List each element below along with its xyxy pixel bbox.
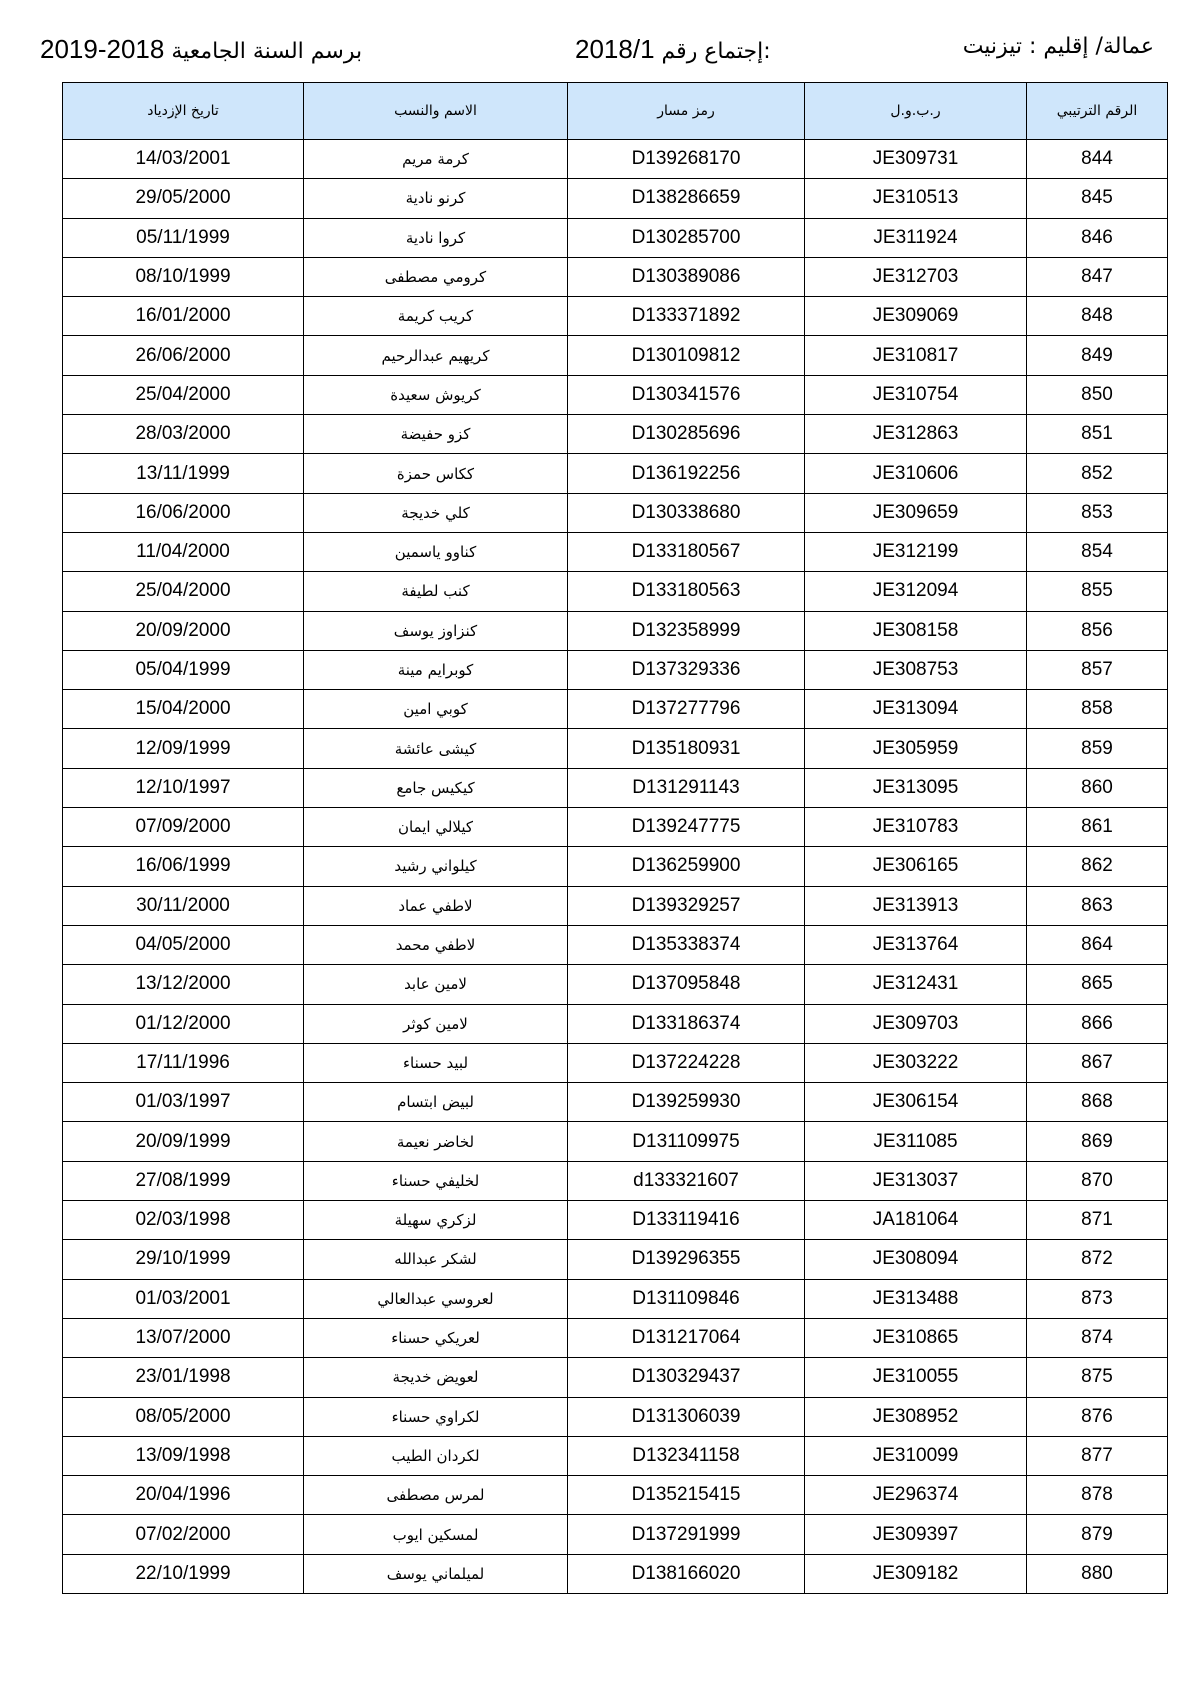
cin-cell: JE313913 [805, 886, 1027, 925]
dob-cell: 16/06/1999 [63, 847, 304, 886]
dob-cell: 08/05/2000 [63, 1397, 304, 1436]
cin-cell: JE312094 [805, 572, 1027, 611]
massar-cell: D131109975 [568, 1122, 805, 1161]
dob-cell: 26/06/2000 [63, 336, 304, 375]
name-cell: لشكر عبدالله [304, 1240, 568, 1279]
massar-cell: D137277796 [568, 690, 805, 729]
table-row [63, 218, 1168, 257]
massar-cell: d133321607 [568, 1161, 805, 1200]
massar-cell: D130341576 [568, 375, 805, 414]
rank-cell: 860 [1027, 768, 1168, 807]
table-row [63, 1397, 1168, 1436]
rank-cell: 873 [1027, 1279, 1168, 1318]
cin-cell: JE309659 [805, 493, 1027, 532]
table-header-row [63, 83, 1168, 140]
table-row [63, 886, 1168, 925]
name-cell: لامين عابد [304, 965, 568, 1004]
dob-cell: 04/05/2000 [63, 925, 304, 964]
dob-cell: 13/07/2000 [63, 1318, 304, 1357]
rank-cell: 858 [1027, 690, 1168, 729]
name-cell: لميلماني يوسف [304, 1554, 568, 1593]
table-row [63, 532, 1168, 571]
table-row [63, 965, 1168, 1004]
meeting-number: 2018/1 [575, 34, 655, 64]
massar-cell: D131217064 [568, 1318, 805, 1357]
rank-cell: 875 [1027, 1358, 1168, 1397]
table-row [63, 257, 1168, 296]
name-cell: كريوش سعيدة [304, 375, 568, 414]
dob-cell: 01/03/1997 [63, 1083, 304, 1122]
name-cell: كرنو نادية [304, 179, 568, 218]
name-cell: لعريكي حسناء [304, 1318, 568, 1357]
cin-cell: JE312863 [805, 415, 1027, 454]
name-cell: لاطفي عماد [304, 886, 568, 925]
massar-cell: D133180563 [568, 572, 805, 611]
massar-cell: D136259900 [568, 847, 805, 886]
rank-cell: 854 [1027, 532, 1168, 571]
name-cell: لبيد حسناء [304, 1043, 568, 1082]
table-row [63, 808, 1168, 847]
table-row [63, 690, 1168, 729]
massar-cell: D131306039 [568, 1397, 805, 1436]
name-cell: كوبرايم مينة [304, 650, 568, 689]
cin-cell: JE309397 [805, 1515, 1027, 1554]
rank-cell: 870 [1027, 1161, 1168, 1200]
table-row [63, 1358, 1168, 1397]
massar-cell: D139268170 [568, 140, 805, 179]
cin-cell: JE310055 [805, 1358, 1027, 1397]
dob-cell: 05/11/1999 [63, 218, 304, 257]
table-row [63, 140, 1168, 179]
table-row [63, 179, 1168, 218]
name-cell: لاطفي محمد [304, 925, 568, 964]
massar-cell: D135215415 [568, 1476, 805, 1515]
rank-cell: 851 [1027, 415, 1168, 454]
dob-cell: 22/10/1999 [63, 1554, 304, 1593]
rank-cell: 852 [1027, 454, 1168, 493]
cin-cell: JE310606 [805, 454, 1027, 493]
dob-cell: 13/11/1999 [63, 454, 304, 493]
dob-cell: 29/05/2000 [63, 179, 304, 218]
rank-cell: 868 [1027, 1083, 1168, 1122]
name-cell: كناوو ياسمين [304, 532, 568, 571]
column-header-rank: الرقم الترتيبي [1027, 83, 1168, 140]
meeting-header [575, 36, 771, 63]
cin-cell: JE312703 [805, 257, 1027, 296]
cin-cell: JE310754 [805, 375, 1027, 414]
table-row [63, 611, 1168, 650]
massar-cell: D133186374 [568, 1004, 805, 1043]
table-row [63, 1279, 1168, 1318]
table-row [63, 1083, 1168, 1122]
table-row [63, 493, 1168, 532]
dob-cell: 20/09/2000 [63, 611, 304, 650]
name-cell: لامين كوثر [304, 1004, 568, 1043]
name-cell: كروا نادية [304, 218, 568, 257]
dob-cell: 20/04/1996 [63, 1476, 304, 1515]
massar-cell: D138166020 [568, 1554, 805, 1593]
massar-cell: D130285700 [568, 218, 805, 257]
dob-cell: 25/04/2000 [63, 572, 304, 611]
cin-cell: JA181064 [805, 1201, 1027, 1240]
rank-cell: 871 [1027, 1201, 1168, 1240]
column-header-cin: ر.ب.و.ل [805, 83, 1027, 140]
name-cell: لعروسي عبدالعالي [304, 1279, 568, 1318]
dob-cell: 17/11/1996 [63, 1043, 304, 1082]
column-header-name: الاسم والنسب [304, 83, 568, 140]
name-cell: لبيض ابتسام [304, 1083, 568, 1122]
table-row [63, 572, 1168, 611]
province-header [963, 36, 1154, 58]
name-cell: كزو حفيضة [304, 415, 568, 454]
cin-cell: JE308158 [805, 611, 1027, 650]
table-row [63, 768, 1168, 807]
name-cell: كيلالي ايمان [304, 808, 568, 847]
cin-cell: JE310783 [805, 808, 1027, 847]
cin-cell: JE313764 [805, 925, 1027, 964]
cin-cell: JE310099 [805, 1436, 1027, 1475]
cin-cell: JE311085 [805, 1122, 1027, 1161]
rank-cell: 856 [1027, 611, 1168, 650]
table-body [63, 140, 1168, 1594]
dob-cell: 28/03/2000 [63, 415, 304, 454]
name-cell: لخاضر نعيمة [304, 1122, 568, 1161]
dob-cell: 01/12/2000 [63, 1004, 304, 1043]
rank-cell: 877 [1027, 1436, 1168, 1475]
cin-cell: JE310817 [805, 336, 1027, 375]
rank-cell: 846 [1027, 218, 1168, 257]
dob-cell: 01/03/2001 [63, 1279, 304, 1318]
massar-cell: D135338374 [568, 925, 805, 964]
table-row [63, 925, 1168, 964]
cin-cell: JE311924 [805, 218, 1027, 257]
name-cell: كنب لطيفة [304, 572, 568, 611]
massar-cell: D139259930 [568, 1083, 805, 1122]
column-header-massar: رمز مسار [568, 83, 805, 140]
cin-cell: JE303222 [805, 1043, 1027, 1082]
table-row [63, 729, 1168, 768]
dob-cell: 11/04/2000 [63, 532, 304, 571]
massar-cell: D133119416 [568, 1201, 805, 1240]
table-row [63, 1240, 1168, 1279]
dob-cell: 30/11/2000 [63, 886, 304, 925]
massar-cell: D130285696 [568, 415, 805, 454]
dob-cell: 02/03/1998 [63, 1201, 304, 1240]
province-label: عمالة/ إقليم : تيزنيت [962, 34, 1154, 59]
massar-cell: D131291143 [568, 768, 805, 807]
name-cell: ككاس حمزة [304, 454, 568, 493]
rank-cell: 849 [1027, 336, 1168, 375]
massar-cell: D136192256 [568, 454, 805, 493]
cin-cell: JE309703 [805, 1004, 1027, 1043]
rank-cell: 869 [1027, 1122, 1168, 1161]
column-header-dob: تاريخ الإزدياد [63, 83, 304, 140]
rank-cell: 865 [1027, 965, 1168, 1004]
name-cell: كرمة مريم [304, 140, 568, 179]
name-cell: كيكيس جامع [304, 768, 568, 807]
massar-cell: D130338680 [568, 493, 805, 532]
table-row [63, 1318, 1168, 1357]
academic-year-label: برسم السنة الجامعية [171, 39, 363, 64]
cin-cell: JE309731 [805, 140, 1027, 179]
dob-cell: 12/09/1999 [63, 729, 304, 768]
table-row [63, 297, 1168, 336]
cin-cell: JE309182 [805, 1554, 1027, 1593]
rank-cell: 857 [1027, 650, 1168, 689]
massar-cell: D130109812 [568, 336, 805, 375]
massar-cell: D130329437 [568, 1358, 805, 1397]
dob-cell: 08/10/1999 [63, 257, 304, 296]
cin-cell: JE312431 [805, 965, 1027, 1004]
table-row [63, 1515, 1168, 1554]
rank-cell: 861 [1027, 808, 1168, 847]
massar-cell: D135180931 [568, 729, 805, 768]
massar-cell: D133371892 [568, 297, 805, 336]
rank-cell: 872 [1027, 1240, 1168, 1279]
massar-cell: D132341158 [568, 1436, 805, 1475]
rank-cell: 874 [1027, 1318, 1168, 1357]
name-cell: كلي خديجة [304, 493, 568, 532]
massar-cell: D139296355 [568, 1240, 805, 1279]
rank-cell: 879 [1027, 1515, 1168, 1554]
dob-cell: 07/02/2000 [63, 1515, 304, 1554]
name-cell: لخليفي حسناء [304, 1161, 568, 1200]
table-row [63, 336, 1168, 375]
rank-cell: 853 [1027, 493, 1168, 532]
rank-cell: 876 [1027, 1397, 1168, 1436]
rank-cell: 867 [1027, 1043, 1168, 1082]
cin-cell: JE313037 [805, 1161, 1027, 1200]
table-row [63, 1201, 1168, 1240]
name-cell: كريهيم عبدالرحيم [304, 336, 568, 375]
cin-cell: JE305959 [805, 729, 1027, 768]
cin-cell: JE308094 [805, 1240, 1027, 1279]
dob-cell: 13/12/2000 [63, 965, 304, 1004]
dob-cell: 23/01/1998 [63, 1358, 304, 1397]
name-cell: لمرس مصطفى [304, 1476, 568, 1515]
academic-year-header [40, 36, 362, 63]
cin-cell: JE296374 [805, 1476, 1027, 1515]
table-row [63, 1436, 1168, 1475]
dob-cell: 12/10/1997 [63, 768, 304, 807]
rank-cell: 855 [1027, 572, 1168, 611]
rank-cell: 866 [1027, 1004, 1168, 1043]
rank-cell: 845 [1027, 179, 1168, 218]
massar-cell: D139247775 [568, 808, 805, 847]
meeting-label: إجتماع رقم: [661, 39, 771, 64]
massar-cell: D138286659 [568, 179, 805, 218]
cin-cell: JE309069 [805, 297, 1027, 336]
dob-cell: 25/04/2000 [63, 375, 304, 414]
name-cell: كنزاوز يوسف [304, 611, 568, 650]
massar-cell: D137095848 [568, 965, 805, 1004]
dob-cell: 05/04/1999 [63, 650, 304, 689]
rank-cell: 864 [1027, 925, 1168, 964]
cin-cell: JE306165 [805, 847, 1027, 886]
massar-cell: D131109846 [568, 1279, 805, 1318]
cin-cell: JE313094 [805, 690, 1027, 729]
name-cell: لزكري سهيلة [304, 1201, 568, 1240]
rank-cell: 848 [1027, 297, 1168, 336]
table-row [63, 1476, 1168, 1515]
table-row [63, 650, 1168, 689]
table-row [63, 1043, 1168, 1082]
table-row [63, 1554, 1168, 1593]
name-cell: لكراوي حسناء [304, 1397, 568, 1436]
cin-cell: JE313488 [805, 1279, 1027, 1318]
name-cell: كرومي مصطفى [304, 257, 568, 296]
cin-cell: JE310865 [805, 1318, 1027, 1357]
name-cell: لعويض خديجة [304, 1358, 568, 1397]
massar-cell: D137329336 [568, 650, 805, 689]
table-row [63, 847, 1168, 886]
table-row [63, 454, 1168, 493]
cin-cell: JE308753 [805, 650, 1027, 689]
table-row [63, 1161, 1168, 1200]
massar-cell: D139329257 [568, 886, 805, 925]
dob-cell: 16/01/2000 [63, 297, 304, 336]
academic-year-value: 2019-2018 [40, 34, 165, 64]
dob-cell: 29/10/1999 [63, 1240, 304, 1279]
rank-cell: 847 [1027, 257, 1168, 296]
students-table [62, 82, 1168, 1594]
dob-cell: 20/09/1999 [63, 1122, 304, 1161]
massar-cell: D137224228 [568, 1043, 805, 1082]
rank-cell: 878 [1027, 1476, 1168, 1515]
dob-cell: 16/06/2000 [63, 493, 304, 532]
dob-cell: 14/03/2001 [63, 140, 304, 179]
table-row [63, 415, 1168, 454]
dob-cell: 27/08/1999 [63, 1161, 304, 1200]
massar-cell: D132358999 [568, 611, 805, 650]
name-cell: كيلواني رشيد [304, 847, 568, 886]
cin-cell: JE312199 [805, 532, 1027, 571]
table-row [63, 1004, 1168, 1043]
dob-cell: 07/09/2000 [63, 808, 304, 847]
cin-cell: JE313095 [805, 768, 1027, 807]
rank-cell: 844 [1027, 140, 1168, 179]
rank-cell: 850 [1027, 375, 1168, 414]
name-cell: لمسكين ايوب [304, 1515, 568, 1554]
table-row [63, 1122, 1168, 1161]
rank-cell: 880 [1027, 1554, 1168, 1593]
rank-cell: 859 [1027, 729, 1168, 768]
dob-cell: 13/09/1998 [63, 1436, 304, 1475]
rank-cell: 863 [1027, 886, 1168, 925]
massar-cell: D137291999 [568, 1515, 805, 1554]
massar-cell: D130389086 [568, 257, 805, 296]
name-cell: كريب كريمة [304, 297, 568, 336]
rank-cell: 862 [1027, 847, 1168, 886]
dob-cell: 15/04/2000 [63, 690, 304, 729]
massar-cell: D133180567 [568, 532, 805, 571]
cin-cell: JE308952 [805, 1397, 1027, 1436]
name-cell: كوبي امين [304, 690, 568, 729]
cin-cell: JE310513 [805, 179, 1027, 218]
table-row [63, 375, 1168, 414]
name-cell: كيشى عائشة [304, 729, 568, 768]
cin-cell: JE306154 [805, 1083, 1027, 1122]
name-cell: لكردان الطيب [304, 1436, 568, 1475]
